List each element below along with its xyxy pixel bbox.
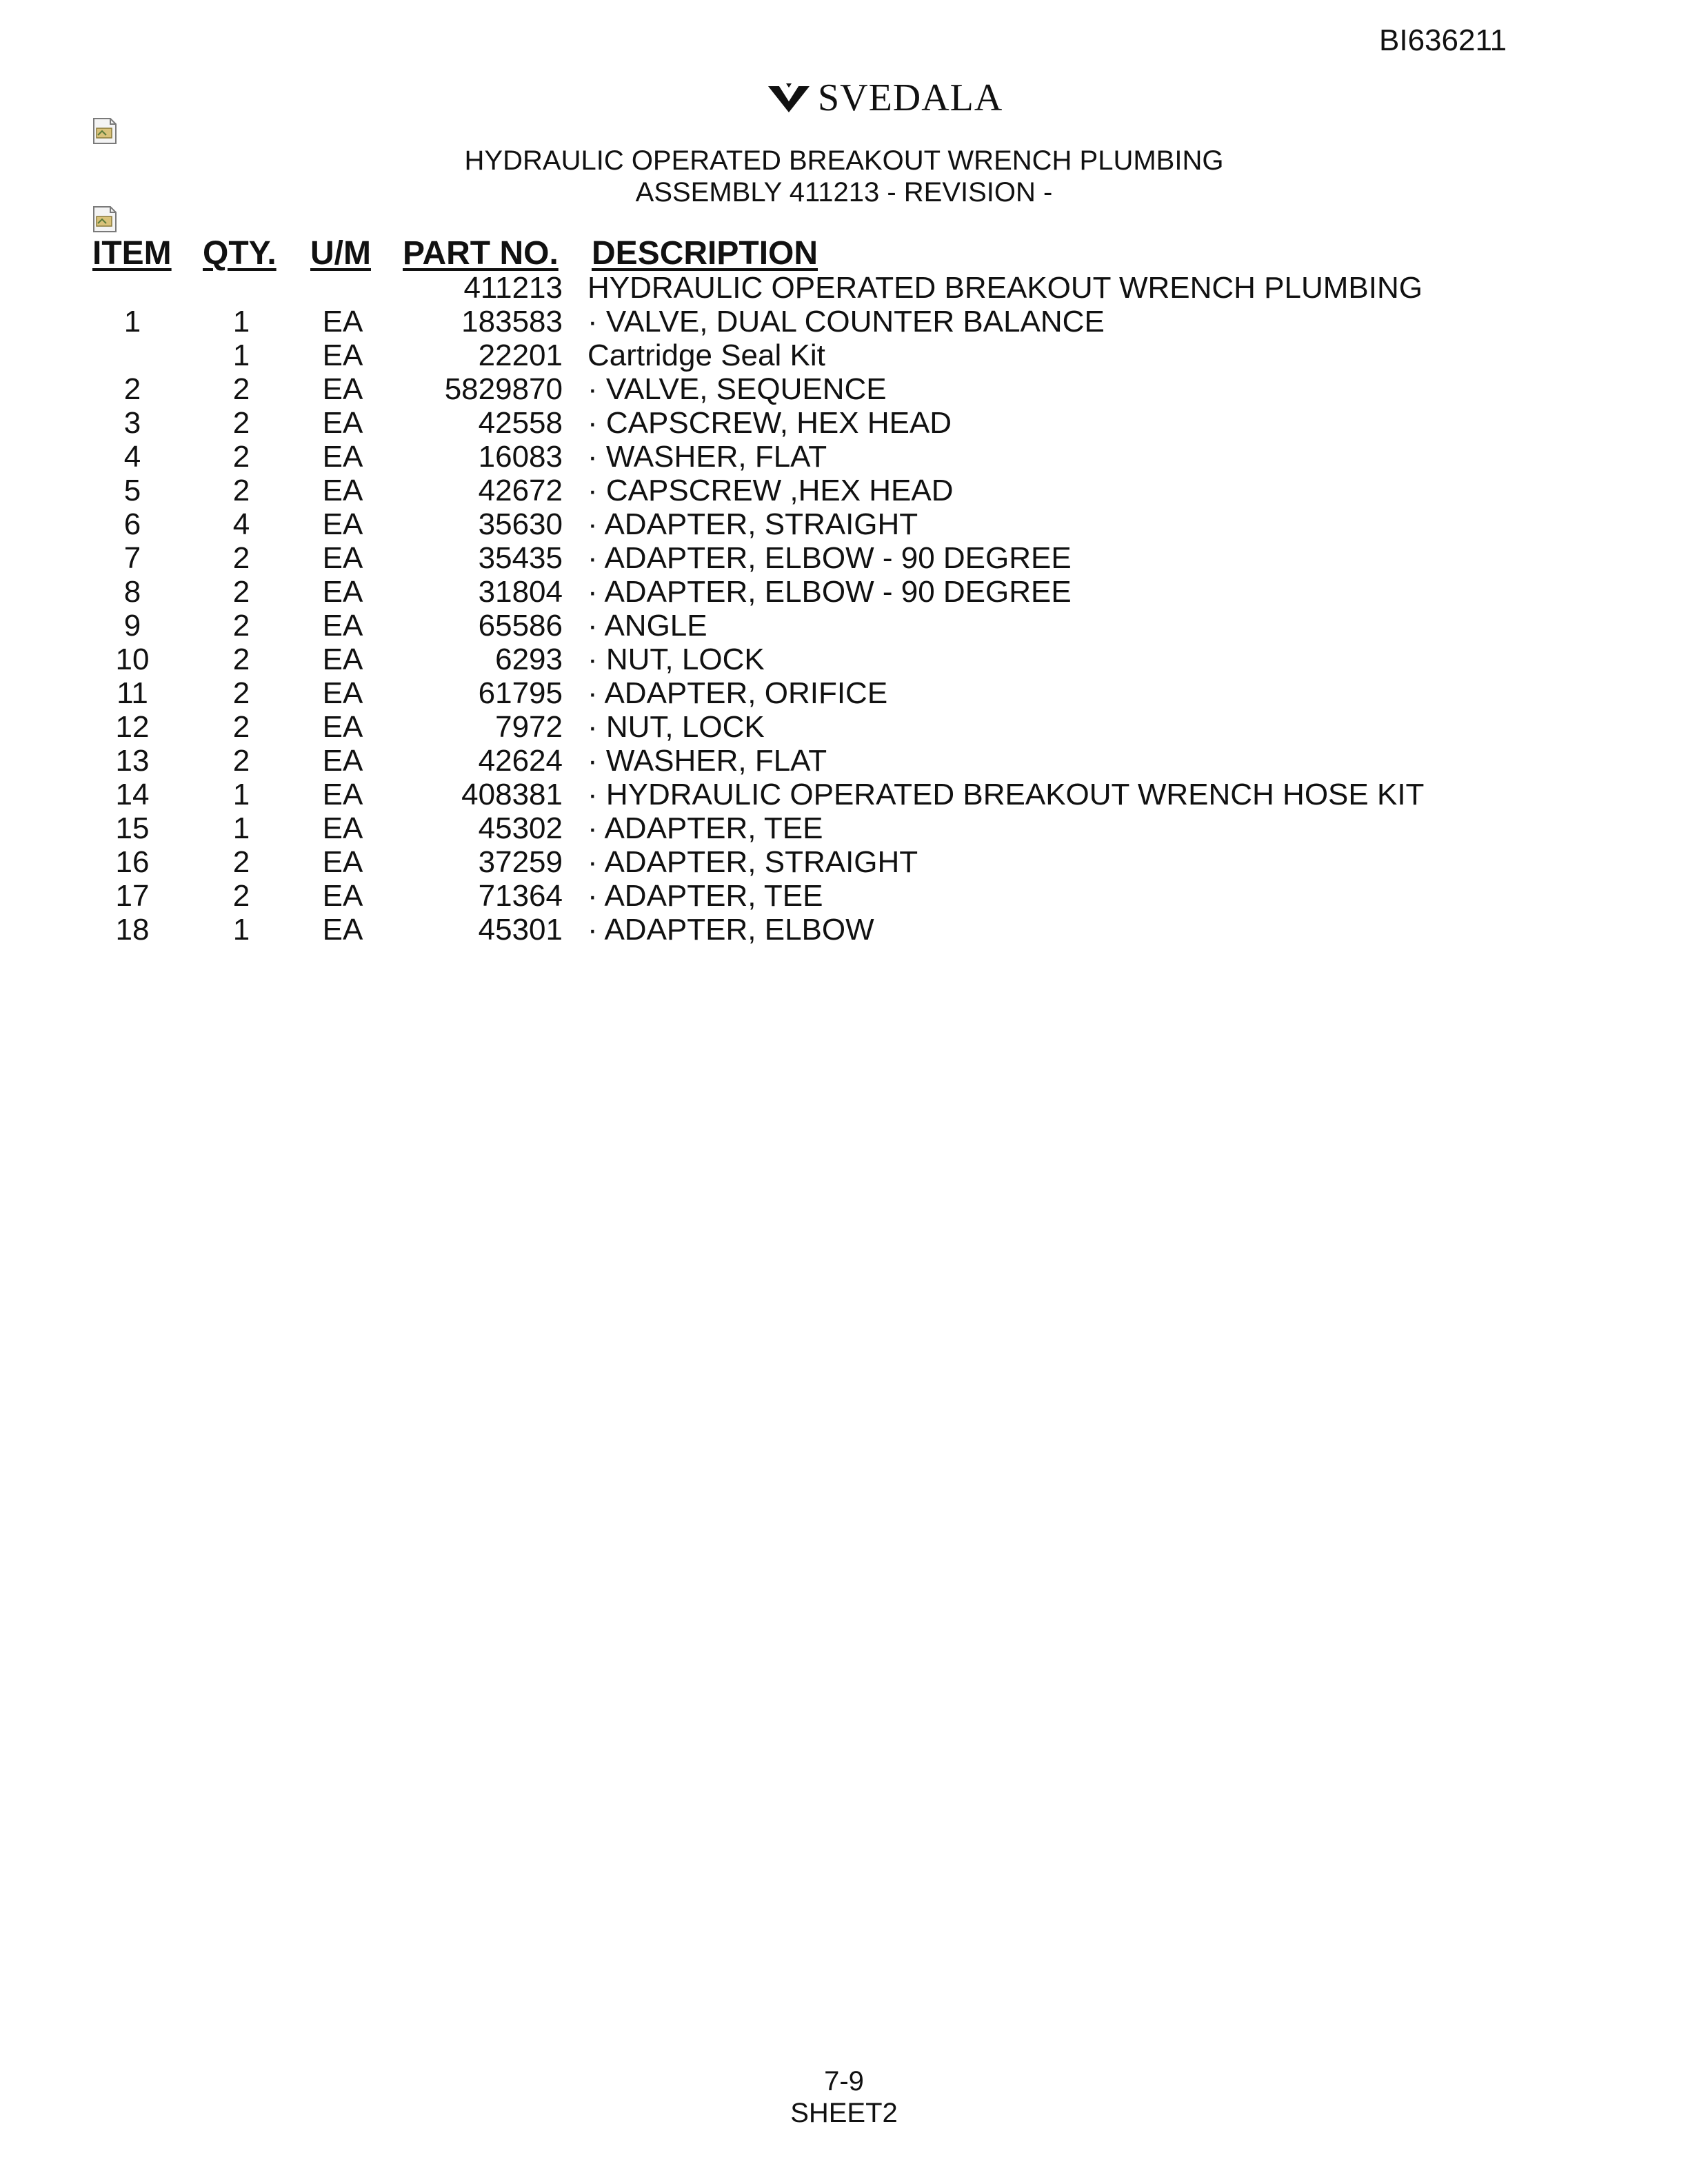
document-icon (91, 205, 119, 233)
cell-item: 3 (123, 406, 141, 440)
cell-um: EA (322, 338, 363, 372)
cell-part-no: 6293 (495, 643, 563, 676)
table-row (0, 879, 1688, 913)
table-header (0, 234, 1688, 273)
cell-um: EA (322, 811, 363, 845)
cell-um: EA (322, 541, 363, 575)
cell-qty: 2 (232, 474, 250, 507)
cell-description: Cartridge Seal Kit (587, 338, 825, 372)
cell-um: EA (322, 305, 363, 338)
cell-qty: 1 (232, 338, 250, 372)
cell-qty: 2 (232, 710, 250, 744)
cell-item: 14 (115, 778, 150, 811)
cell-um: EA (322, 778, 363, 811)
column-header-qty: QTY. (203, 235, 277, 272)
table-row (0, 575, 1688, 609)
svedala-logo (765, 76, 1003, 120)
cell-description: · ADAPTER, TEE (587, 879, 823, 913)
cell-um: EA (322, 575, 363, 609)
cell-part-no: 408381 (461, 778, 563, 811)
cell-qty: 1 (232, 305, 250, 338)
column-header-um: U/M (310, 235, 371, 272)
cell-part-no: 45302 (478, 811, 563, 845)
cell-qty: 2 (232, 541, 250, 575)
cell-qty: 2 (232, 575, 250, 609)
cell-qty: 1 (232, 913, 250, 947)
cell-part-no: 7972 (495, 710, 563, 744)
cell-description: · ANGLE (587, 609, 707, 643)
cell-part-no: 37259 (478, 845, 563, 879)
cell-part-no: 35630 (478, 507, 563, 541)
table-row (0, 440, 1688, 474)
table-row (0, 778, 1688, 811)
cell-item: 5 (123, 474, 141, 507)
cell-item: 18 (115, 913, 150, 947)
cell-item: 1 (123, 305, 141, 338)
cell-item: 8 (123, 575, 141, 609)
cell-um: EA (322, 710, 363, 744)
table-row (0, 811, 1688, 845)
table-row (0, 609, 1688, 643)
page-footer (0, 2065, 1688, 2129)
cell-item: 17 (115, 879, 150, 913)
cell-description: · ADAPTER, TEE (587, 811, 823, 845)
cell-description: · WASHER, FLAT (587, 744, 827, 778)
cell-um: EA (322, 913, 363, 947)
cell-qty: 2 (232, 643, 250, 676)
cell-item: 11 (117, 676, 148, 710)
table-row (0, 271, 1688, 305)
cell-description: · ADAPTER, STRAIGHT (587, 507, 918, 541)
cell-description: HYDRAULIC OPERATED BREAKOUT WRENCH PLUMBING (587, 271, 1423, 305)
cell-um: EA (322, 609, 363, 643)
cell-item: 16 (115, 845, 150, 879)
table-row (0, 406, 1688, 440)
cell-part-no: 5829870 (444, 372, 563, 406)
title-line-1: HYDRAULIC OPERATED BREAKOUT WRENCH PLUMBING (464, 145, 1224, 176)
cell-um: EA (322, 744, 363, 778)
cell-item: 12 (115, 710, 150, 744)
table-row (0, 507, 1688, 541)
cell-description: · ADAPTER, STRAIGHT (587, 845, 918, 879)
table-row (0, 474, 1688, 507)
cell-um: EA (322, 845, 363, 879)
table-row (0, 710, 1688, 744)
table-row (0, 541, 1688, 575)
cell-part-no: 42558 (478, 406, 563, 440)
table-row (0, 845, 1688, 879)
document-icon (91, 117, 119, 145)
cell-item: 9 (123, 609, 141, 643)
cell-part-no: 42624 (478, 744, 563, 778)
cell-description: · ADAPTER, ELBOW - 90 DEGREE (587, 575, 1072, 609)
cell-um: EA (322, 474, 363, 507)
cell-description: · ADAPTER, ELBOW - 90 DEGREE (587, 541, 1072, 575)
sheet-label: SHEET2 (790, 2098, 898, 2128)
cell-part-no: 183583 (461, 305, 563, 338)
cell-description: · ADAPTER, ELBOW (587, 913, 874, 947)
table-row (0, 913, 1688, 947)
cell-item: 13 (115, 744, 150, 778)
cell-qty: 2 (232, 845, 250, 879)
table-row (0, 643, 1688, 676)
document-id: BI636211 (1379, 23, 1507, 57)
cell-qty: 1 (232, 811, 250, 845)
cell-um: EA (322, 372, 363, 406)
page-number: 7-9 (824, 2066, 864, 2096)
cell-item: 7 (123, 541, 141, 575)
cell-part-no: 31804 (478, 575, 563, 609)
column-header-description: DESCRIPTION (592, 235, 818, 272)
cell-description: · WASHER, FLAT (587, 440, 827, 474)
table-row (0, 305, 1688, 338)
cell-part-no: 35435 (478, 541, 563, 575)
cell-part-no: 65586 (478, 609, 563, 643)
cell-description: · NUT, LOCK (587, 710, 765, 744)
cell-qty: 4 (232, 507, 250, 541)
cell-item: 2 (123, 372, 141, 406)
cell-qty: 2 (232, 744, 250, 778)
table-row (0, 338, 1688, 372)
cell-qty: 2 (232, 879, 250, 913)
svedala-logo-mark-icon (765, 81, 814, 115)
cell-part-no: 16083 (478, 440, 563, 474)
cell-description: · VALVE, SEQUENCE (587, 372, 887, 406)
cell-part-no: 411213 (463, 271, 563, 305)
cell-qty: 2 (232, 676, 250, 710)
cell-part-no: 42672 (478, 474, 563, 507)
cell-um: EA (322, 406, 363, 440)
cell-description: · ADAPTER, ORIFICE (587, 676, 888, 710)
cell-part-no: 61795 (478, 676, 563, 710)
parts-table (0, 271, 1688, 947)
cell-qty: 1 (232, 778, 250, 811)
table-row (0, 744, 1688, 778)
cell-item: 4 (123, 440, 141, 474)
cell-um: EA (322, 879, 363, 913)
cell-description: · CAPSCREW, HEX HEAD (587, 406, 952, 440)
cell-description: · CAPSCREW ,HEX HEAD (587, 474, 954, 507)
column-header-part-no: PART NO. (403, 235, 559, 272)
logo-text: SVEDALA (818, 77, 1003, 119)
cell-qty: 2 (232, 406, 250, 440)
title-line-2: ASSEMBLY 411213 - REVISION - (635, 177, 1053, 208)
cell-um: EA (322, 676, 363, 710)
document-title (0, 145, 1688, 208)
table-row (0, 676, 1688, 710)
cell-um: EA (322, 507, 363, 541)
cell-description: · HYDRAULIC OPERATED BREAKOUT WRENCH HOSE KIT (587, 778, 1425, 811)
cell-item: 15 (115, 811, 150, 845)
cell-um: EA (322, 643, 363, 676)
table-row (0, 372, 1688, 406)
cell-description: · VALVE, DUAL COUNTER BALANCE (587, 305, 1105, 338)
cell-um: EA (322, 440, 363, 474)
cell-item: 6 (123, 507, 141, 541)
cell-qty: 2 (232, 372, 250, 406)
cell-qty: 2 (232, 609, 250, 643)
column-header-item: ITEM (92, 235, 172, 272)
cell-item: 10 (115, 643, 150, 676)
cell-qty: 2 (232, 440, 250, 474)
cell-description: · NUT, LOCK (587, 643, 765, 676)
cell-part-no: 45301 (478, 913, 563, 947)
cell-part-no: 22201 (478, 338, 563, 372)
cell-part-no: 71364 (478, 879, 563, 913)
